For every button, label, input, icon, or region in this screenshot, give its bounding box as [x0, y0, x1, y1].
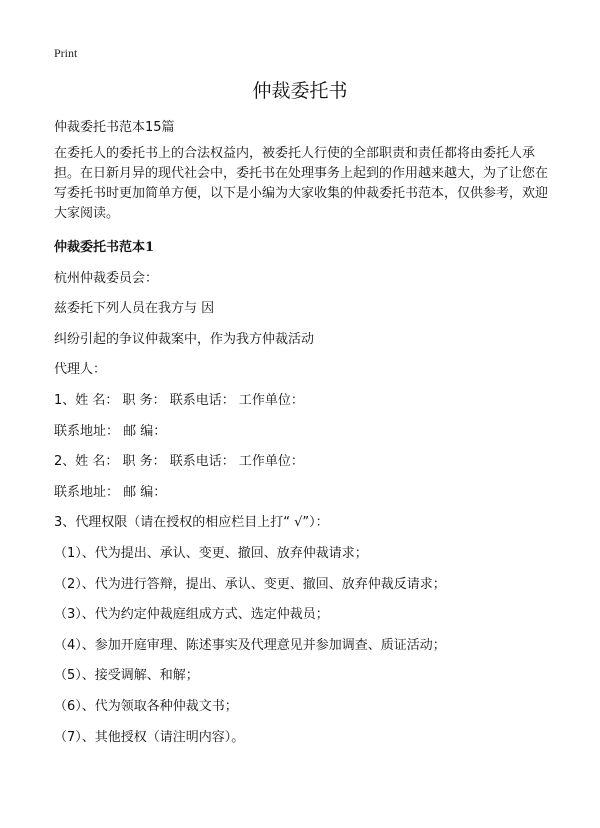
authority-item-4: （4）、参加开庭审理、陈述事实及代理意见并参加调查、质证活动； — [54, 637, 446, 653]
body-line-agent-1-address: 联系地址： 邮 编： — [54, 423, 167, 439]
body-line-addressee: 杭州仲裁委员会： — [54, 270, 159, 286]
authority-item-5: （5）、接受调解、和解； — [54, 668, 199, 684]
body-line-agent-1: 1、姓 名： 职 务： 联系电话： 工作单位： — [54, 392, 304, 408]
intro-paragraph: 在委托人的委托书上的合法权益内，被委托人行使的全部职责和责任都将由委托人承担。在日新月异的现代社会中，委托书在处理事务上起到的作用越来越大，为了让您在写委托书时更加简单方便，以下是小编为大家收集的仲裁委托书范本，仅供参考，欢迎大家阅读。 — [54, 146, 549, 221]
document-title: 仲裁委托书 — [252, 80, 348, 102]
body-line-dispute: 纠纷引起的争议仲裁案中，作为我方仲裁活动 — [54, 331, 315, 347]
authority-item-1: （1）、代为提出、承认、变更、撤回、放弃仲裁请求； — [54, 545, 368, 561]
authority-item-3: （3）、代为约定仲裁庭组成方式、选定仲裁员； — [54, 607, 329, 623]
section-heading: 仲裁委托书范本1 — [54, 240, 155, 255]
authority-item-6: （6）、代为领取各种仲裁文书； — [54, 698, 238, 714]
body-line-agent-2-address: 联系地址： 邮 编： — [54, 484, 167, 500]
body-line-agent-label: 代理人： — [54, 362, 107, 378]
document-subtitle: 仲裁委托书范本15篇 — [54, 120, 175, 135]
authority-item-2: （2）、代为进行答辩，提出、承认、变更、撤回、放弃仲裁反请求； — [54, 576, 446, 592]
print-label: Print — [54, 46, 78, 60]
document-body — [54, 118, 554, 753]
body-line-agent-2: 2、姓 名： 职 务： 联系电话： 工作单位： — [54, 454, 304, 470]
body-line-entrust: 兹委托下列人员在我方与 因 — [54, 301, 215, 317]
authority-item-7: （7）、其他授权（请注明内容）。 — [54, 729, 245, 745]
body-line-authority: 3、代理权限（请在授权的相应栏目上打“ √”）： — [54, 515, 329, 531]
